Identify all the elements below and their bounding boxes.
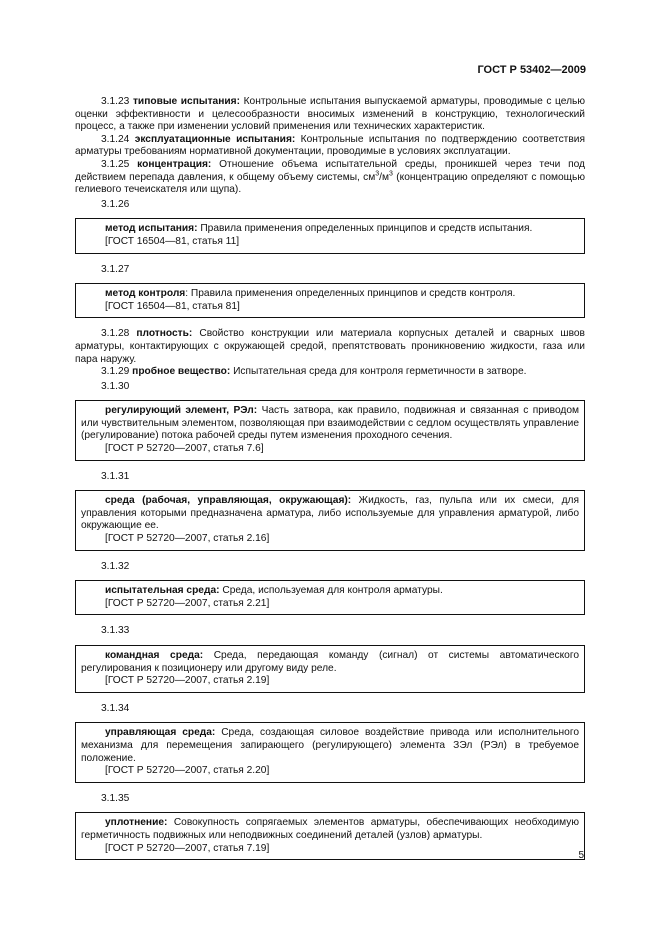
- reference: [ГОСТ Р 52720—2007, статья 2.20]: [105, 765, 270, 777]
- definition-box-3-1-34: управляющая среда: Среда, создающая силовое воздействие привода или исполнительного механизма для перемещения запирающего (регулирующего) элемента ЗЭл (РЭл) в требуемое положение. [ГОСТ Р 52720—2007, статья 2.20]: [75, 722, 585, 782]
- paragraph-3-1-24: 3.1.24 эксплуатационные испытания: Контрольные испытания по подтверждению соответствия арматуры требованиям нормативной документации, проводимые в условиях эксплуатации.: [75, 133, 585, 158]
- reference: [ГОСТ Р 52720—2007, статья 7.19]: [105, 842, 270, 854]
- clause-number-3-1-30: 3.1.30: [101, 380, 130, 392]
- definition-box-3-1-35: уплотнение: Совокупность сопрягаемых элементов арматуры, обеспечивающих необходимую герметичность подвижных или неподвижных соединений деталей (узлов) арматуры. [ГОСТ Р 52720—2007, статья 7.19]: [75, 812, 585, 860]
- paragraph-3-1-28: 3.1.28 плотность: Свойство конструкции или материала корпусных деталей и сварных швов арматуры, контактирующих с окружающей средой, препятствовать проникновению жидкости, газа или пара наружу.: [75, 328, 585, 365]
- clause-number-3-1-34: 3.1.34: [101, 702, 130, 714]
- paragraph-3-1-29: 3.1.29 пробное вещество: Испытательная среда для контроля герметичности в затворе.: [101, 366, 527, 378]
- definition-box-3-1-31: среда (рабочая, управляющая, окружающая): Жидкость, газ, пульпа или их смеси, для управления которыми предназначена арматура, либо используемые для управления арматурой, либо окружающие ее. [ГОСТ Р 52720—2007, статья 2.16]: [75, 490, 585, 550]
- definition-box-3-1-33: командная среда: Среда, передающая команду (сигнал) от системы автоматического регулирования к позиционеру или другому виду реле. [ГОСТ Р 52720—2007, статья 2.19]: [75, 645, 585, 693]
- definition-box-3-1-30: регулирующий элемент, РЭл: Часть затвора, как правило, подвижная и связанная с приводом или чувствительным элементом, позволяющая при взаимодействии с седлом осуществлять управление (регулирование) потока рабочей среды путем изменения проходного сечения. [ГОСТ Р 52720—2007, статья 7.6]: [75, 400, 585, 460]
- reference: [ГОСТ Р 52720—2007, статья 7.6]: [105, 443, 264, 455]
- paragraph-3-1-23: 3.1.23 типовые испытания: Контрольные испытания выпускаемой арматуры, проводимые с целью оценки эффективности и целесообразности вносимых изменений в конструкцию, технологический процесс, а также при изменении условий применения или технических характеристик.: [75, 96, 585, 133]
- clause-number-3-1-27: 3.1.27: [101, 263, 130, 275]
- reference: [ГОСТ Р 52720—2007, статья 2.19]: [105, 675, 270, 687]
- clause-number-3-1-32: 3.1.32: [101, 560, 130, 572]
- reference: [ГОСТ 16504—81, статья 11]: [105, 235, 240, 247]
- clause-number-3-1-31: 3.1.31: [101, 470, 130, 482]
- reference: [ГОСТ Р 52720—2007, статья 2.21]: [105, 597, 270, 609]
- reference: [ГОСТ 16504—81, статья 81]: [105, 300, 240, 312]
- document-header: ГОСТ Р 53402—2009: [477, 64, 586, 76]
- definition-box-3-1-32: испытательная среда: Среда, используемая для контроля арматуры. [ГОСТ Р 52720—2007, статья 2.21]: [75, 580, 585, 615]
- definition-box-3-1-27: метод контроля: Правила применения определенных принципов и средств контроля. [ГОСТ 16504—81, статья 81]: [75, 283, 585, 318]
- definition-box-3-1-26: метод испытания: Правила применения определенных принципов и средств испытания. [ГОСТ 16504—81, статья 11]: [75, 218, 585, 253]
- reference: [ГОСТ Р 52720—2007, статья 2.16]: [105, 533, 270, 545]
- paragraph-3-1-25: 3.1.25 концентрация: Отношение объема испытательной среды, проникшей через течи под действием перепада давления, к общему объему системы, $см^3/м^3$ (концентрацию определяют с помощью гелиевого течеискателя или щупа).: [75, 158, 585, 196]
- page-number: 5: [578, 850, 584, 861]
- document-body: [75, 96, 585, 870]
- clause-number-3-1-33: 3.1.33: [101, 625, 130, 637]
- clause-number-3-1-35: 3.1.35: [101, 792, 130, 804]
- clause-number-3-1-26: 3.1.26: [101, 198, 130, 210]
